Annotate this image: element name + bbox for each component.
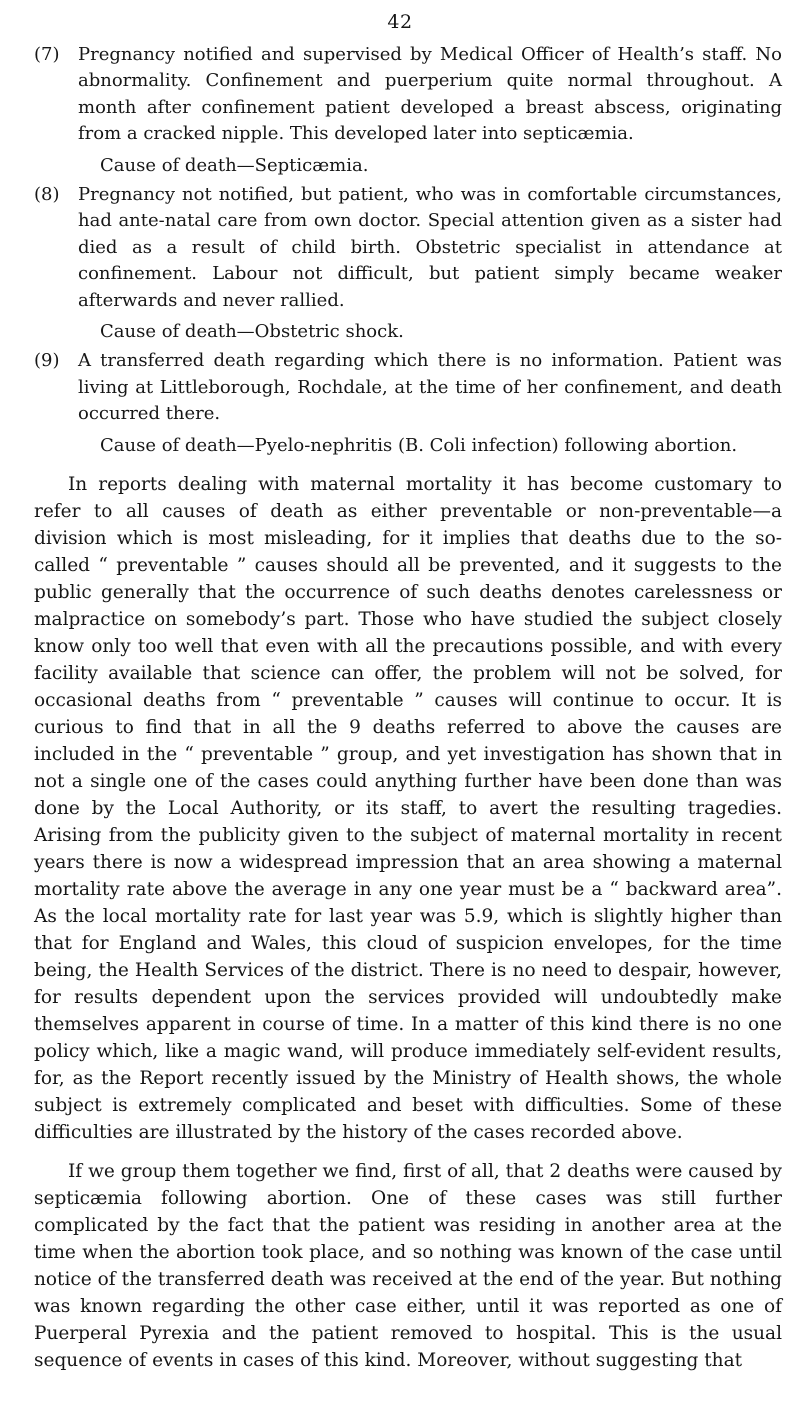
case-8 (34, 182, 782, 345)
cause-of-death: Cause of death—Pyelo-nephritis (B. Coli infection) following abortion. (100, 434, 738, 456)
body-paragraph-maternal-mortality: In reports dealing with maternal mortality it has become customary to refer to all causes of death as either preventable or non-preventable—a division which is most misleading, for it implies that deaths due to the so-called “ preventable ” causes should all be prevented, and it suggests to the public generally that the occurrence of such deaths denotes carelessness or malpractice on somebody’s part. Those who have studied the subject closely know only too well that even with all the precautions possible, and with every facility available that science can offer, the problem will not be solved, for occasional deaths from “ preventable ” causes will continue to occur. It is curious to find that in all the 9 deaths referred to above the causes are included in the “ preventable ” group, and yet investigation has shown that in not a single one of the cases could anything further have been done than was done by the Local Authority, or its staff, to avert the resulting tragedies. Arising from the publicity given to the subject of maternal mortality in recent years there is now a widespread impression that an area showing a maternal mortality rate above the average in any one year must be a “ backward area”. As the local mortality rate for last year was 5.9, which is slightly higher than that for England and Wales, this cloud of suspicion envelopes, for the time being, the Health Services of the district. There is no need to despair, however, for results dependent upon the services provided will undoubtedly make themselves apparent in course of time. In a matter of this kind there is no one policy which, like a magic wand, will produce immediately self-evident results, for, as the Report recently issued by the Ministry of Health shows, the whole subject is extremely complicated and beset with difficulties. Some of these difficulties are illustrated by the history of the cases recorded above. (34, 474, 782, 1144)
case-7 (34, 42, 782, 179)
cause-of-death: Cause of death—Septicæmia. (100, 154, 369, 176)
case-number: (7) (34, 44, 60, 65)
case-description: A transferred death regarding which there is no information. Patient was living at Littleborough, Rochdale, at the time of her confinement, and death occurred there. (78, 350, 782, 425)
case-description: Pregnancy notified and supervised by Medical Officer of Health’s staff. No abnormality. Confinement and puerperium quite normal throughout. A month after confinement patient developed a breast abscess, originating from a cracked nipple. This developed later into septicæmia. (78, 44, 782, 145)
cause-of-death: Cause of death—Obstetric shock. (100, 321, 404, 343)
case-number: (9) (34, 350, 60, 372)
page-number: 42 (387, 11, 413, 33)
case-9 (34, 348, 782, 459)
body-paragraph-grouping: If we group them together we find, first of all, that 2 deaths were caused by septicæmia following abortion. One of these cases was still further complicated by the fact that the patient was residing in another area at the time when the abortion took place, and so nothing was known of the case until notice of the transferred death was received at the end of the year. But nothing was known regarding the other case either, until it was reported as one of Puerperal Pyrexia and the patient removed to hospital. This is the usual sequence of events in cases of this kind. Moreover, without suggesting that (34, 1161, 782, 1372)
page-content (34, 42, 782, 1374)
case-number: (8) (34, 184, 60, 206)
case-description: Pregnancy not notified, but patient, who was in comfortable circumstances, had ante-natal care from own doctor. Special attention given as a sister had died as a result of child birth. Obstetric specialist in attendance at confinement. Labour not difficult, but patient simply became weaker afterwards and never rallied. (78, 184, 782, 311)
